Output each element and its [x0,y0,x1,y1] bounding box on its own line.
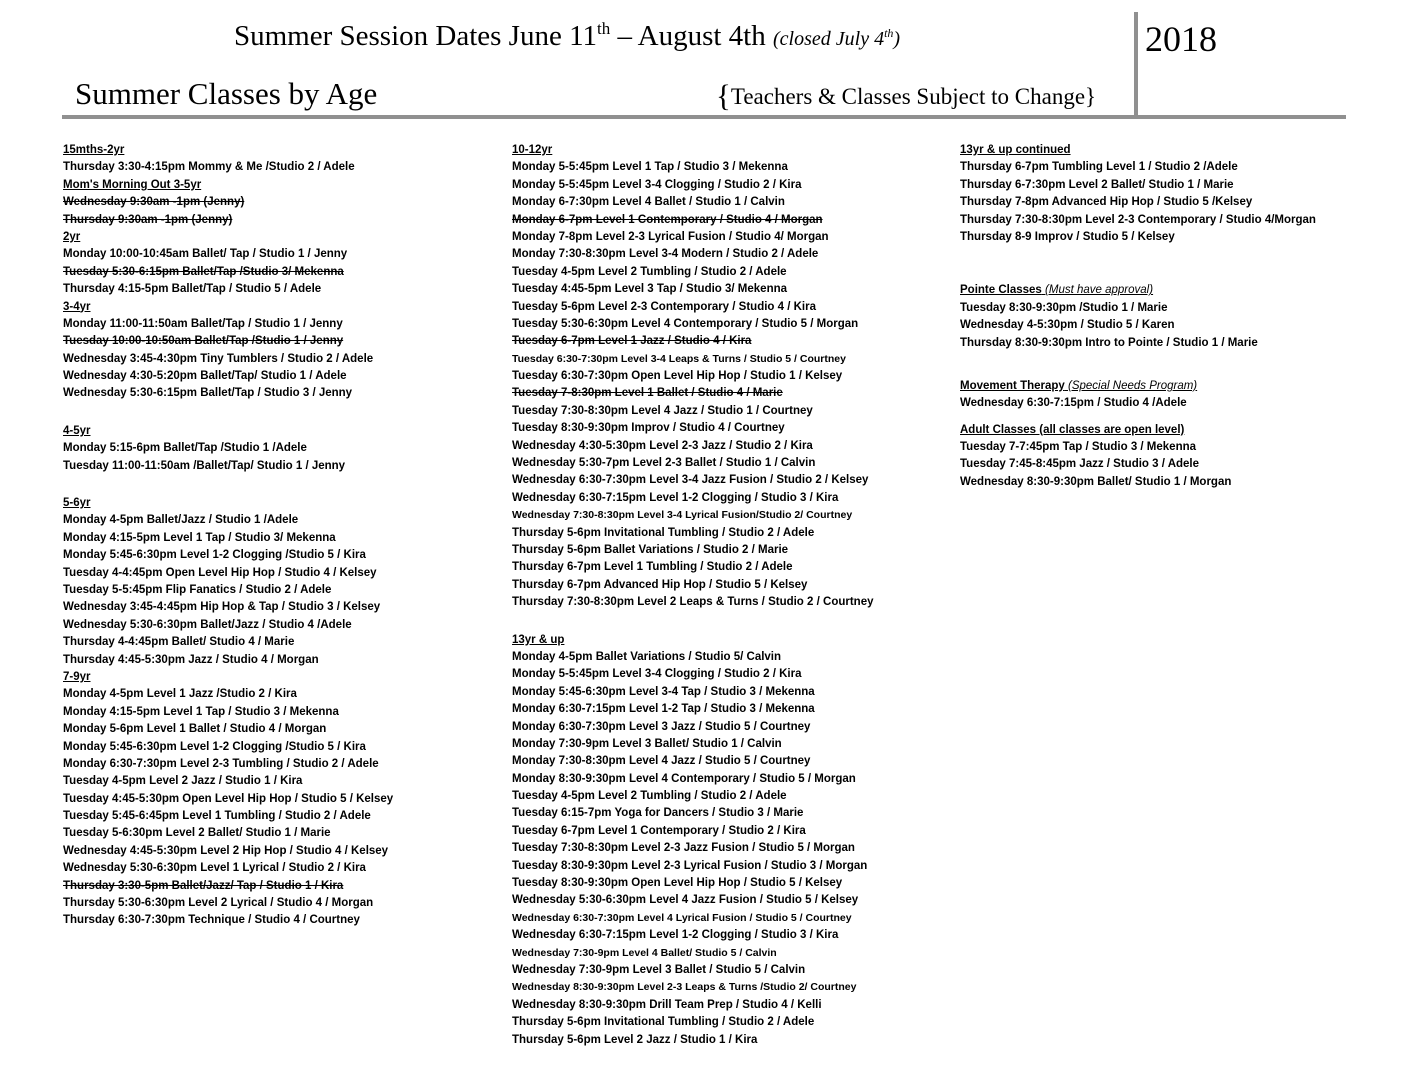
section-heading-text: 13yr & up continued [960,144,1071,156]
class-row: Monday 4-5pm Level 1 Jazz /Studio 2 / Kira [63,688,297,701]
section-heading [960,378,1400,395]
class-row: Wednesday 6:30-7:15pm / Studio 4 /Adele [960,397,1187,410]
class-row: Thursday 4:45-5:30pm Jazz / Studio 4 / Morgan [63,653,319,666]
class-row: Wednesday 6:30-7:15pm Level 1-2 Clogging / Studio 3 / Kira [512,929,839,942]
class-row: Tuesday 6-7pm Level 1 Jazz / Studio 4 / Kira [512,335,752,348]
class-row: Monday 7:30-9pm Level 3 Ballet/ Studio 1 / Calvin [512,737,782,750]
classes-title: Summer Classes by Age [75,76,378,111]
class-row: Tuesday 5:30-6:30pm Level 4 Contemporary / Studio 5 / Morgan [512,317,859,330]
section-heading [63,229,493,246]
class-row: Thursday 7:30-8:30pm Level 2 Leaps & Turns / Studio 2 / Courtney [512,596,874,609]
closed-note-text: (closed July 4 [773,28,885,50]
schedule-section [960,282,1400,352]
class-row: Thursday 6-7pm Advanced Hip Hop / Studio 5 / Kelsey [512,578,808,591]
class-row: Wednesday 5:30-7pm Level 2-3 Ballet / Studio 1 / Calvin [512,457,816,470]
class-row: Thursday 5-6pm Level 2 Jazz / Studio 1 / Kira [512,1033,758,1046]
class-row: Wednesday 6:30-7:15pm Level 1-2 Clogging / Studio 3 / Kira [512,491,839,504]
section-heading [63,423,493,440]
class-row: Monday 7-8pm Level 2-3 Lyrical Fusion / Studio 4/ Morgan [512,230,829,243]
schedule-section [63,669,493,930]
class-row: Monday 6:30-7:30pm Level 2-3 Tumbling / Studio 2 / Adele [63,757,379,770]
class-row: Thursday 5:30-6:30pm Level 2 Lyrical / Studio 4 / Morgan [63,897,374,910]
class-row: Wednesday 4:30-5:20pm Ballet/Tap/ Studio 1 / Adele [63,370,347,383]
class-row: Tuesday 7-8:30pm Level 1 Ballet / Studio 4 / Marie [512,387,783,400]
schedule-section [63,229,493,299]
class-row: Tuesday 4-5pm Level 2 Tumbling / Studio 2 / Adele [512,265,787,278]
class-row: Wednesday 3:45-4:30pm Tiny Tumblers / Studio 2 / Adele [63,352,374,365]
class-row: Wednesday 4:30-5:30pm Level 2-3 Jazz / Studio 2 / Kira [512,439,813,452]
schedule-section [63,423,493,475]
class-row: Monday 10:00-10:45am Ballet/ Tap / Studio 1 / Jenny [63,248,348,261]
class-row: Tuesday 11:00-11:50am /Ballet/Tap/ Studio 1 / Jenny [63,459,346,472]
schedule-section [63,142,493,177]
session-title-rest: – August 4th [610,20,773,52]
class-row: Wednesday 5:30-6:15pm Ballet/Tap / Studio 3 / Jenny [63,387,353,400]
class-row: Monday 5:45-6:30pm Level 1-2 Clogging /Studio 5 / Kira [63,549,366,562]
schedule-section [512,632,952,1049]
class-row: Tuesday 7:45-8:45pm Jazz / Studio 3 / Adele [960,458,1200,471]
class-row: Thursday 9:30am -1pm (Jenny) [63,213,233,226]
class-row: Tuesday 8:30-9:30pm /Studio 1 / Marie [960,301,1168,314]
class-row: Monday 5-6pm Level 1 Ballet / Studio 4 / Morgan [63,723,327,736]
schedule-section [63,177,493,229]
class-row: Wednesday 7:30-9pm Level 4 Ballet/ Studio 5 / Calvin [512,946,777,959]
class-row: Monday 5-5:45pm Level 3-4 Clogging / Studio 2 / Kira [512,668,802,681]
closed-note-end: ) [893,28,901,50]
section-heading-text: 4-5yr [63,424,91,437]
class-row: Tuesday 4-5pm Level 2 Tumbling / Studio 2 / Adele [512,790,787,803]
class-row: Tuesday 6:30-7:30pm Level 3-4 Leaps & Turns / Studio 5 / Courtney [512,352,846,365]
section-heading [512,632,952,649]
class-row: Thursday 8:30-9:30pm Intro to Pointe / Studio 1 / Marie [960,336,1258,349]
schedule-section [960,142,1400,246]
class-row: Tuesday 7:30-8:30pm Level 4 Jazz / Studio 1 / Courtney [512,404,813,417]
schedule-section [63,495,493,669]
class-row: Monday 4-5pm Ballet Variations / Studio 5/ Calvin [512,650,782,663]
class-row: Monday 5:15-6pm Ballet/Tap /Studio 1 /Adele [63,442,307,455]
class-row: Tuesday 4:45-5:30pm Open Level Hip Hop / Studio 5 / Kelsey [63,792,394,805]
column-left [63,142,493,930]
class-row: Tuesday 8:30-9:30pm Improv / Studio 4 / Courtney [512,422,785,435]
class-row: Monday 7:30-8:30pm Level 4 Jazz / Studio 5 / Courtney [512,755,811,768]
session-title-text: Summer Session Dates June 11 [234,20,598,52]
class-row: Wednesday 7:30-9pm Level 3 Ballet / Studio 5 / Calvin [512,963,806,976]
class-row: Tuesday 4-5pm Level 2 Jazz / Studio 1 / Kira [63,775,303,788]
section-heading-text: 2yr [63,230,81,243]
closed-note [773,28,900,50]
class-row: Tuesday 6:30-7:30pm Open Level Hip Hop / Studio 1 / Kelsey [512,370,843,383]
class-row: Wednesday 8:30-9:30pm Level 2-3 Leaps & Turns /Studio 2/ Courtney [512,981,857,994]
class-row: Monday 6-7:30pm Level 4 Ballet / Studio 1 / Calvin [512,196,785,209]
class-row: Thursday 6-7pm Tumbling Level 1 / Studio 2 /Adele [960,161,1238,174]
class-row: Monday 5:45-6:30pm Level 3-4 Tap / Studio 3 / Mekenna [512,685,815,698]
class-row: Monday 5-5:45pm Level 1 Tap / Studio 3 / Mekenna [512,161,788,174]
section-heading-text: 5-6yr [63,497,91,510]
section-heading-text: Adult Classes (all classes are open level) [960,423,1185,436]
class-row: Monday 11:00-11:50am Ballet/Tap / Studio 1 / Jenny [63,317,343,330]
class-row: Tuesday 6:15-7pm Yoga for Dancers / Studio 3 / Marie [512,807,804,820]
class-row: Wednesday 5:30-6:30pm Ballet/Jazz / Studio 4 /Adele [63,618,352,631]
section-heading [960,282,1400,299]
section-heading-text: Pointe Classes [960,284,1042,297]
column-middle [512,142,952,1049]
class-row: Monday 4:15-5pm Level 1 Tap / Studio 3/ Mekenna [63,531,336,544]
closed-note-sup: th [884,26,894,40]
section-heading-text: Movement Therapy [960,379,1065,392]
schedule-section [960,422,1400,492]
schedule-section [512,142,952,612]
class-row: Thursday 5-6pm Invitational Tumbling / Studio 2 / Adele [512,1016,815,1029]
class-row: Monday 6:30-7:15pm Level 1-2 Tap / Studio 3 / Mekenna [512,703,815,716]
class-row: Thursday 5-6pm Invitational Tumbling / Studio 2 / Adele [512,526,815,539]
session-title-sup: th [597,19,611,38]
class-row: Wednesday 5:30-6:30pm Level 1 Lyrical / Studio 2 / Kira [63,862,366,875]
column-right [960,142,1400,491]
class-row: Thursday 7-8pm Advanced Hip Hop / Studio 5 /Kelsey [960,196,1253,209]
class-row: Wednesday 4:45-5:30pm Level 2 Hip Hop / Studio 4 / Kelsey [63,844,389,857]
schedule-section [63,299,493,403]
section-heading [63,177,493,194]
class-row: Tuesday 4-4:45pm Open Level Hip Hop / Studio 4 / Kelsey [63,566,377,579]
class-row: Thursday 6-7pm Level 1 Tumbling / Studio 2 / Adele [512,561,793,574]
class-row: Thursday 3:30-5pm Ballet/Jazz/ Tap / Studio 1 / Kira [63,879,344,892]
class-row: Wednesday 5:30-6:30pm Level 4 Jazz Fusion / Studio 5 / Kelsey [512,894,859,907]
subject-note [716,80,1096,111]
class-row: Monday 7:30-8:30pm Level 3-4 Modern / Studio 2 / Adele [512,248,819,261]
schedule-section [960,378,1400,413]
subject-brace: { [716,78,731,113]
class-row: Thursday 4-4:45pm Ballet/ Studio 4 / Marie [63,636,295,649]
class-row: Wednesday 8:30-9:30pm Drill Team Prep / Studio 4 / Kelli [512,998,822,1011]
section-heading-text: 7-9yr [63,670,91,683]
class-row: Thursday 6:30-7:30pm Technique / Studio 4 / Courtney [63,914,360,927]
class-row: Monday 6-7pm Level 1 Contemporary / Studio 4 / Morgan [512,213,823,226]
class-row: Thursday 8-9 Improv / Studio 5 / Kelsey [960,230,1175,243]
section-heading [63,669,493,686]
section-heading [512,142,952,159]
class-row: Monday 8:30-9:30pm Level 4 Contemporary / Studio 5 / Morgan [512,772,856,785]
class-row: Wednesday 9:30am -1pm (Jenny) [63,196,245,209]
section-heading-text: 13yr & up [512,633,565,646]
class-row: Wednesday 8:30-9:30pm Ballet/ Studio 1 / Morgan [960,475,1232,488]
section-heading-text: 15mths-2yr [63,144,125,156]
section-heading-text: Mom's Morning Out 3-5yr [63,178,202,191]
class-row: Thursday 3:30-4:15pm Mommy & Me /Studio 2 / Adele [63,161,355,174]
session-title [234,20,900,51]
class-row: Tuesday 5:30-6:15pm Ballet/Tap /Studio 3/ Mekenna [63,265,344,278]
section-heading-text: 3-4yr [63,300,91,313]
year-label: 2018 [1145,19,1217,59]
class-row: Wednesday 4-5:30pm / Studio 5 / Karen [960,319,1175,332]
class-row: Wednesday 7:30-8:30pm Level 3-4 Lyrical Fusion/Studio 2/ Courtney [512,509,853,522]
class-row: Tuesday 8:30-9:30pm Open Level Hip Hop / Studio 5 / Kelsey [512,877,843,890]
class-row: Tuesday 5-5:45pm Flip Fanatics / Studio 2 / Adele [63,583,332,596]
class-row: Tuesday 7:30-8:30pm Level 2-3 Jazz Fusion / Studio 5 / Morgan [512,842,855,855]
section-heading [63,495,493,512]
class-row: Tuesday 8:30-9:30pm Level 2-3 Lyrical Fusion / Studio 3 / Morgan [512,859,868,872]
class-row: Wednesday 6:30-7:30pm Level 3-4 Jazz Fusion / Studio 2 / Kelsey [512,474,869,487]
class-row: Tuesday 5-6pm Level 2-3 Contemporary / Studio 4 / Kira [512,300,816,313]
class-row: Tuesday 5-6:30pm Level 2 Ballet/ Studio 1 / Marie [63,827,331,840]
section-heading-note: (Special Needs Program) [1068,379,1198,392]
class-row: Thursday 7:30-8:30pm Level 2-3 Contemporary / Studio 4/Morgan [960,213,1316,226]
class-row: Wednesday 3:45-4:45pm Hip Hop & Tap / Studio 3 / Kelsey [63,601,381,614]
class-row: Monday 6:30-7:30pm Level 3 Jazz / Studio 5 / Courtney [512,720,811,733]
class-row: Tuesday 6-7pm Level 1 Contemporary / Studio 2 / Kira [512,824,806,837]
class-row: Monday 5-5:45pm Level 3-4 Clogging / Studio 2 / Kira [512,178,802,191]
class-row: Thursday 4:15-5pm Ballet/Tap / Studio 5 / Adele [63,283,322,296]
section-heading-text: 10-12yr [512,144,553,156]
class-row: Tuesday 10:00-10:50am Ballet/Tap /Studio 1 / Jenny [63,335,344,348]
class-row: Thursday 5-6pm Ballet Variations / Studio 2 / Marie [512,543,789,556]
section-heading [63,142,493,159]
section-heading-note: (Must have approval) [1045,284,1154,297]
class-row: Tuesday 5:45-6:45pm Level 1 Tumbling / Studio 2 / Adele [63,810,371,823]
section-heading [63,299,493,316]
section-heading [960,142,1400,159]
class-row: Monday 4-5pm Ballet/Jazz / Studio 1 /Adele [63,514,299,527]
class-row: Wednesday 6:30-7:30pm Level 4 Lyrical Fusion / Studio 5 / Courtney [512,911,852,924]
class-row: Tuesday 4:45-5pm Level 3 Tap / Studio 3/ Mekenna [512,283,788,296]
section-heading [960,422,1400,439]
class-row: Tuesday 7-7:45pm Tap / Studio 3 / Mekenna [960,441,1197,454]
class-row: Monday 4:15-5pm Level 1 Tap / Studio 3 / Mekenna [63,705,339,718]
class-row: Thursday 6-7:30pm Level 2 Ballet/ Studio 1 / Marie [960,178,1234,191]
subject-note-text: Teachers & Classes Subject to Change} [730,84,1097,109]
vertical-divider [1134,12,1138,116]
header-divider [62,115,1346,119]
class-row: Monday 5:45-6:30pm Level 1-2 Clogging /Studio 5 / Kira [63,740,366,753]
